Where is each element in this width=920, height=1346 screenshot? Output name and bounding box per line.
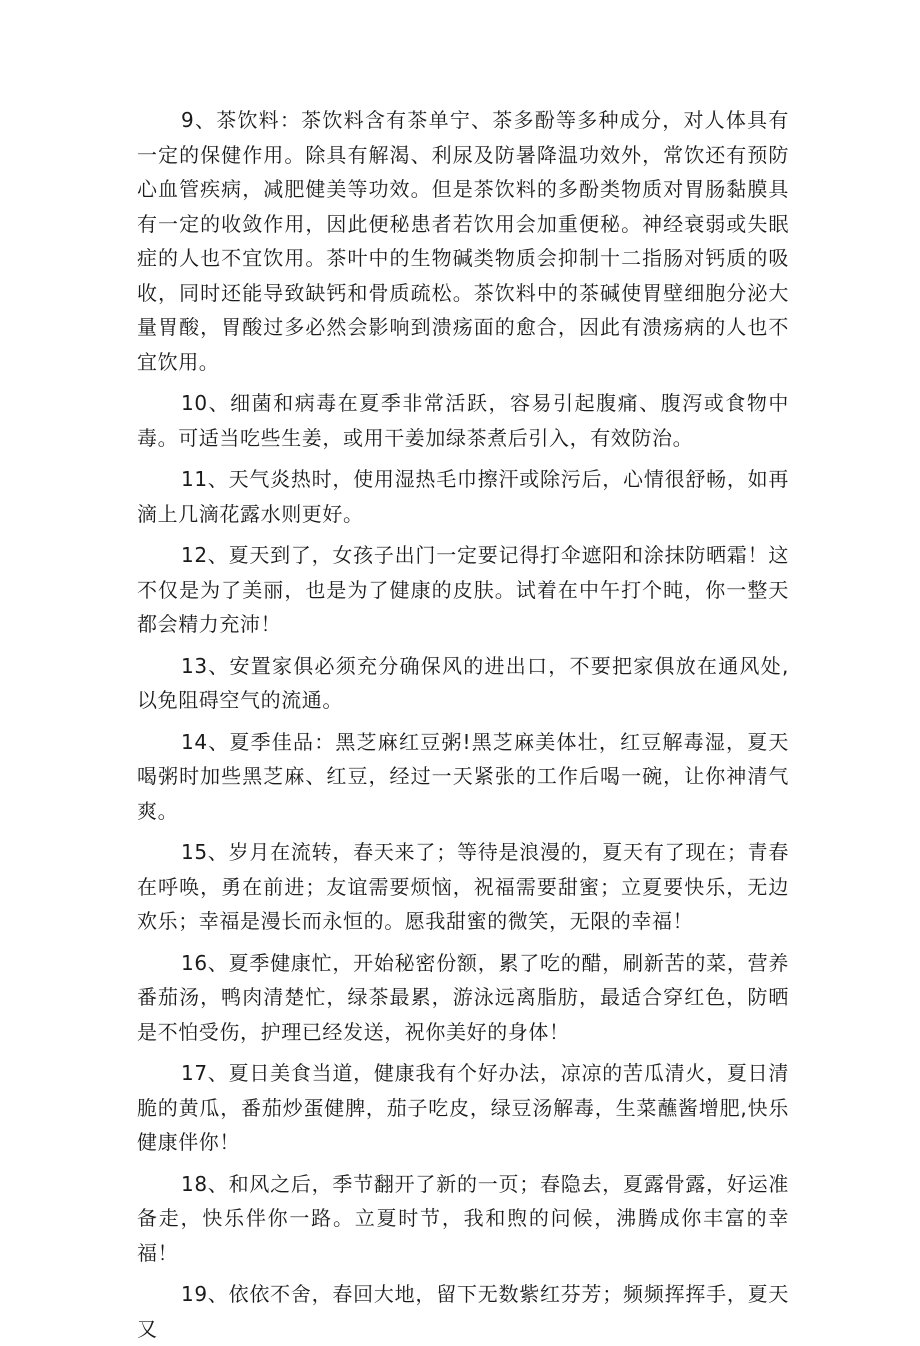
paragraph-14: 14、夏季佳品：黑芝麻红豆粥!黑芝麻美体壮，红豆解毒湿，夏天喝粥时加些黑芝麻、红豆，经过一天紧张的工作后喝一碗，让你神清气爽。 — [137, 729, 789, 823]
paragraph-19: 19、依依不舍，春回大地，留下无数紫红芬芳；频频挥挥手，夏天又 — [137, 1282, 789, 1341]
paragraph-10: 10、细菌和病毒在夏季非常活跃，容易引起腹痛、腹泻或食物中毒。可适当吃些生姜，或用干姜加绿茶煮后引入，有效防治。 — [137, 391, 789, 450]
paragraph-15: 15、岁月在流转，春天来了；等待是浪漫的，夏天有了现在；青春在呼唤，勇在前进；友谊需要烦恼，祝福需要甜蜜；立夏要快乐，无边欢乐；幸福是漫长而永恒的。愿我甜蜜的微笑，无限的幸福！ — [137, 840, 789, 933]
paragraph-12: 12、夏天到了，女孩子出门一定要记得打伞遮阳和涂抹防晒霜！这不仅是为了美丽，也是为了健康的皮肤。试着在中午打个盹，你一整天都会精力充沛！ — [137, 543, 789, 636]
paragraph-18: 18、和风之后，季节翻开了新的一页；春隐去，夏露骨露，好运准备走，快乐伴你一路。立夏时节，我和煦的问候，沸腾成你丰富的幸福！ — [137, 1171, 789, 1265]
paragraph-9: 9、茶饮料：茶饮料含有茶单宁、茶多酚等多种成分，对人体具有一定的保健作用。除具有解渴、利尿及防暑降温功效外，常饮还有预防心血管疾病，减肥健美等功效。但是茶饮料的多酚类物质对胃肠黏膜具有一定的收敛作用，因此便秘患者若饮用会加重便秘。神经衰弱或失眠症的人也不宜饮用。茶叶中的生物碱类物质会抑制十二指肠对钙质的吸收，同时还能导致缺钙和骨质疏松。茶饮料中的茶碱使胃壁细胞分泌大量胃酸，胃酸过多必然会影响到溃疡面的愈合，因此有溃疡病的人也不宜饮用。 — [137, 108, 789, 374]
document-body — [137, 103, 789, 1341]
paragraph-11: 11、天气炎热时，使用湿热毛巾擦汗或除污后，心情很舒畅，如再滴上几滴花露水则更好。 — [137, 467, 789, 526]
paragraph-16: 16、夏季健康忙，开始秘密份额，累了吃的醋，刷新苦的菜，营养番茄汤，鸭肉清楚忙，绿茶最累，游泳远离脂肪，最适合穿红色，防晒是不怕受伤，护理已经发送，祝你美好的身体！ — [137, 950, 789, 1044]
paragraph-17: 17、夏日美食当道，健康我有个好办法，凉凉的苦瓜清火，夏日清脆的黄瓜，番茄炒蛋健脾，茄子吃皮，绿豆汤解毒，生菜蘸酱增肥,快乐健康伴你！ — [137, 1061, 789, 1154]
paragraph-13: 13、安置家俱必须充分确保风的进出口，不要把家俱放在通风处,以免阻碍空气的流通。 — [137, 653, 789, 712]
